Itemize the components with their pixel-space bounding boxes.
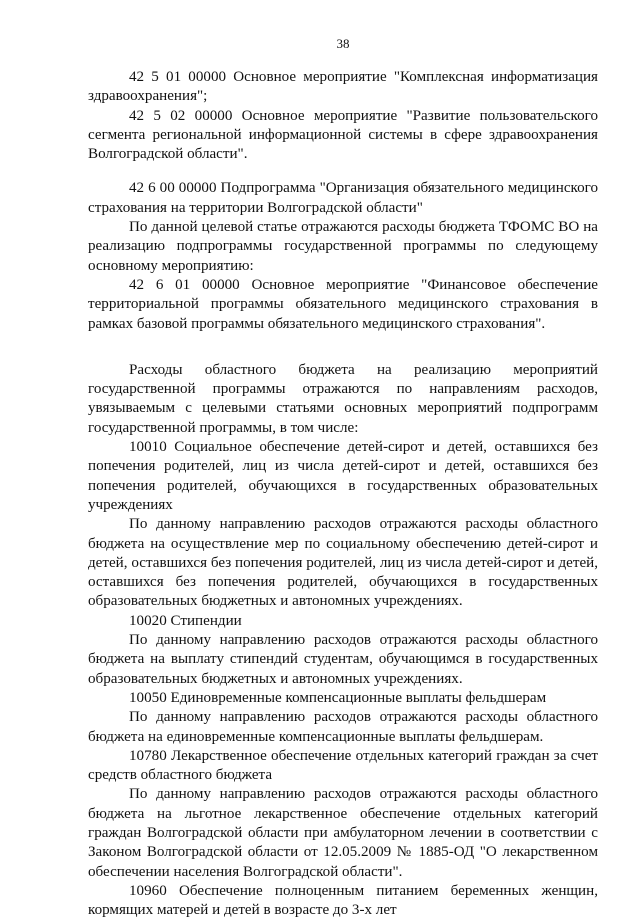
paragraph-2: 42 5 02 00000 Основное мероприятие "Развитие пользовательского сегмента региональной информационной системы в сфере здравоохранения Волгоградской области". [88, 107, 598, 163]
paragraph-8: По данному направлению расходов отражаются расходы областного бюджета на осуществление мер по социальному обеспечению детей-сирот и детей, оставшихся без попечения родителей, лиц из числа детей-сирот и детей, оставшихся без попечения родителей, обучающихся в государственных образовательных бюджетных и автономных учреждениях. [88, 516, 598, 610]
paragraph-1: 42 5 01 00000 Основное мероприятие "Комплексная информатизация здравоохранения"; [88, 69, 598, 105]
paragraph-10: По данному направлению расходов отражаются расходы областного бюджета на выплату стипендий студентам, обучающимся в государственных образовательных бюджетных и автономных учреждениях. [88, 632, 598, 687]
paragraph-14: По данному направлению расходов отражаются расходы областного бюджета на льготное лекарственное обеспечение отдельных категорий граждан Волгоградской области при амбулаторном лечении в соответствии с Законом Волгоградской области от 12.05.2009 № 1885-ОД "О лекарственном обеспечении населения Волгоградской области". [88, 786, 598, 880]
paragraph-3: 42 6 00 00000 Подпрограмма "Организация обязательного медицинского страхования на территории Волгоградской области" [88, 180, 598, 216]
paragraph-5: 42 6 01 00000 Основное мероприятие "Финансовое обеспечение территориальной программы обязательного медицинского страхования в рамках базовой программы обязательного медицинского страхования". [88, 276, 598, 332]
paragraph-4: По данной целевой статье отражаются расходы бюджета ТФОМС ВО на реализацию подпрограммы государственной программы по следующему основному мероприятию: [88, 219, 598, 274]
paragraph-7: 10010 Социальное обеспечение детей-сирот и детей, оставшихся без попечения родителей, лиц из числа детей-сирот и детей, оставшихся без попечения родителей, обучающихся в государственных образовательных учреждениях [88, 439, 598, 513]
paragraph-6: Расходы областного бюджета на реализацию мероприятий государственной программы отражаются по направлениям расходов, увязываемым с целевыми статьями основных мероприятий подпрограмм государственной программы, в том числе: [88, 361, 598, 436]
paragraph-11: 10050 Единовременные компенсационные выплаты фельдшерам [129, 689, 547, 706]
paragraph-12: По данному направлению расходов отражаются расходы областного бюджета на единовременные компенсационные выплаты фельдшерам. [88, 709, 598, 745]
paragraph-13: 10780 Лекарственное обеспечение отдельных категорий граждан за счет средств областного бюджета [88, 747, 598, 784]
paragraph-15: 10960 Обеспечение полноценным питанием беременных женщин, кормящих матерей и детей в возрасте до 3-х лет [88, 882, 598, 919]
page-number: 38 [336, 36, 350, 51]
paragraph-9: 10020 Стипендии [129, 612, 242, 629]
